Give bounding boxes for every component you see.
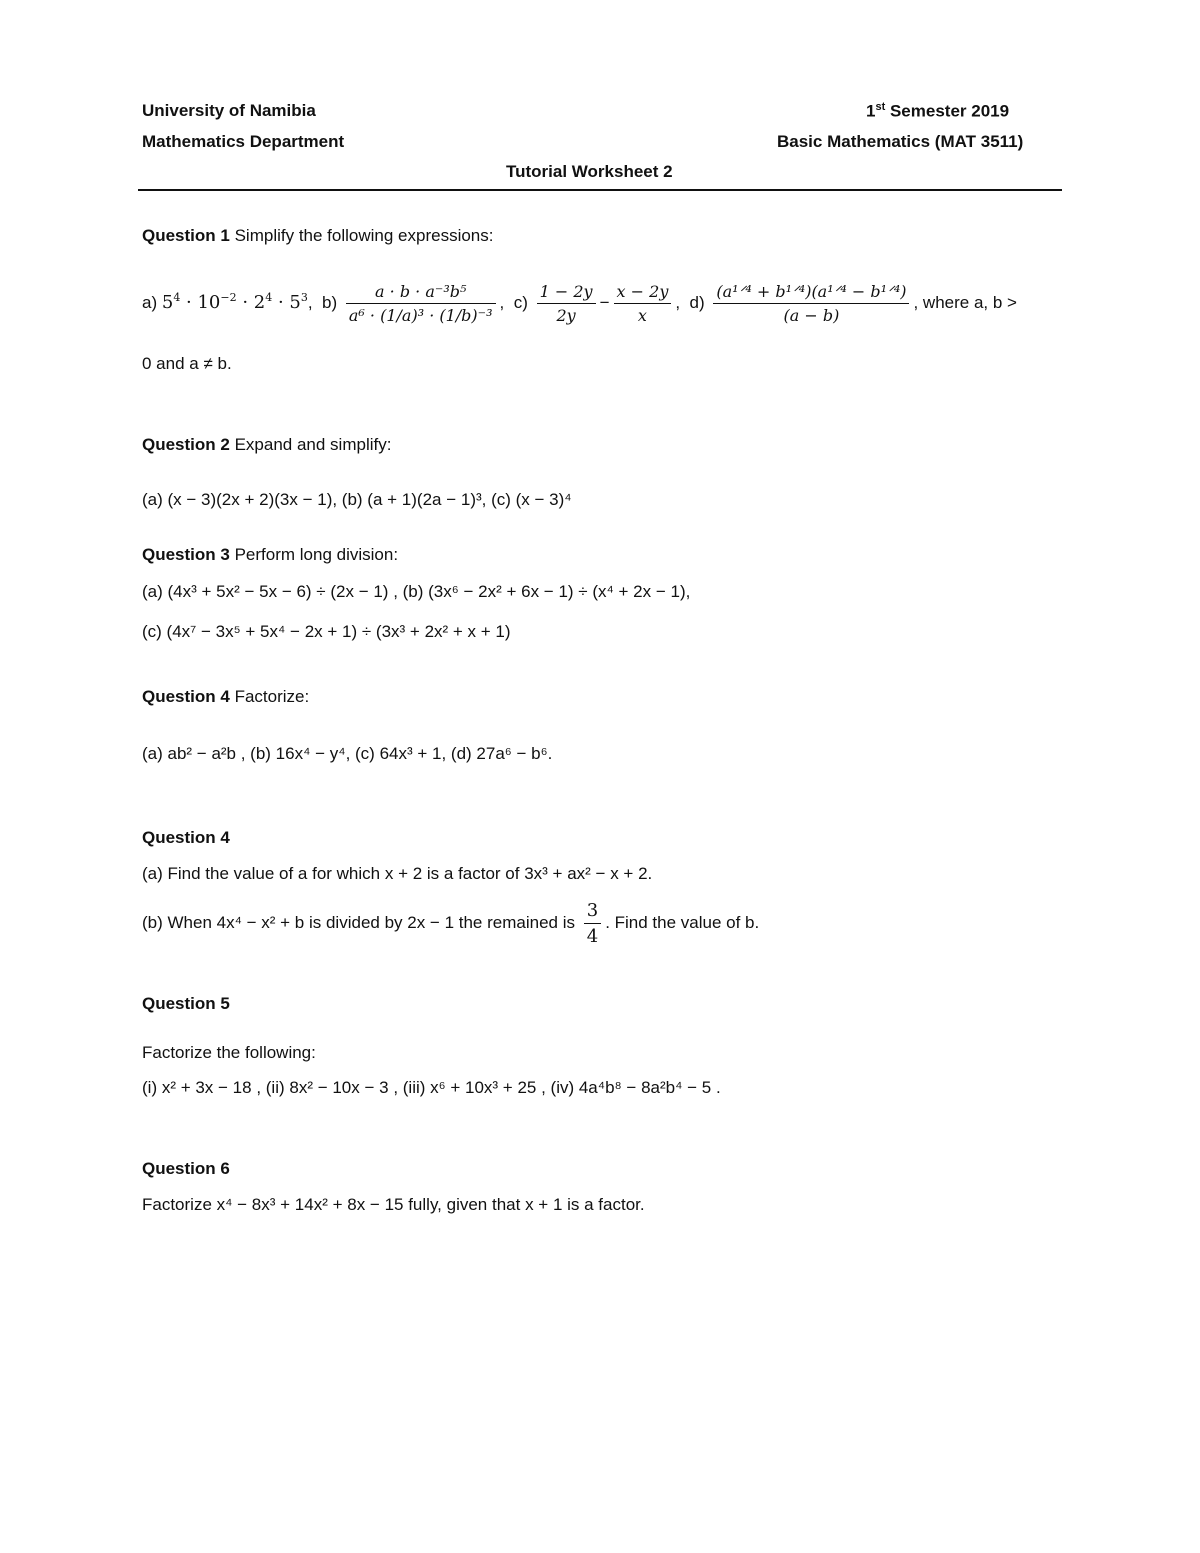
question-6-heading: Question 6 <box>142 1159 230 1178</box>
q1-fraction-c1: $\frac{1 - 2y}{2y}$ <box>537 282 596 325</box>
question-2-heading: Question 2 Expand and simplify: <box>142 435 392 454</box>
course-name: Basic Mathematics (MAT 3511) <box>777 132 1024 151</box>
question-4-factorize-heading: Question 4 Factorize: <box>142 687 310 706</box>
question-1-condition: 0 and a ≠ b. <box>142 354 232 373</box>
semester: 1st Semester 2019 <box>866 101 1010 121</box>
q1-fraction-c2: $\frac{x - 2y}{x}$ <box>614 282 672 325</box>
question-4-factorize-expressions: (a) ab² − a²b , (b) 16x⁴ − y⁴, (c) 64x³ + 1, (d) 27a⁶ − b⁶. <box>142 744 553 763</box>
question-3-heading: Question 3 Perform long division: <box>142 545 399 564</box>
department-name: Mathematics Department <box>142 132 345 151</box>
question-2-expressions: (a) (x − 3)(2x + 2)(3x − 1), (b) (a + 1)(2a − 1)³, (c) (x − 3)⁴ <box>142 490 572 509</box>
question-5-heading: Question 5 <box>142 994 230 1013</box>
q1-fraction-b: $\frac{\text{a · b · a⁻³b⁵}}{\text{a⁶ · (1/a)³ · (1/b)⁻³}}$ <box>346 282 496 325</box>
question-4-part-a: (a) Find the value of a for which x + 2 is a factor of 3x³ + ax² − x + 2. <box>142 864 653 883</box>
university-name: University of Namibia <box>142 101 316 120</box>
question-4-part-b: (b) When 4x⁴ − x² + b is divided by 2x − 1 the remained is $\frac{3}{4}$ . Find the value of b. <box>142 900 760 947</box>
question-3-line-2: (c) (4x⁷ − 3x⁵ + 5x⁴ − 2x + 1) ÷ (3x³ + 2x² + x + 1) <box>142 622 511 641</box>
q1-fraction-d: $\frac{\text{(a¹ᐟ⁴ + b¹ᐟ⁴)(a¹ᐟ⁴ − b¹ᐟ⁴)}}{(a - b)}$ <box>713 282 909 325</box>
question-4-heading: Question 4 <box>142 828 230 847</box>
worksheet-title: Tutorial Worksheet 2 <box>506 162 673 181</box>
q4-fraction-remainder: $\frac{3}{4}$ <box>584 900 601 947</box>
question-1-expressions: a) $5^4 \cdot 10^{-2} \cdot 2^4 \cdot 5^3$, b) $\frac{\text{a · b · a⁻³b⁵}}{\text{a⁶ · (1/a)³ · (1/b)⁻³}}$ , c) $\frac{1 - 2y}{2y}$ − $\frac{x - 2y}{x}$ , d) $\frac{\text{(a¹ᐟ⁴ + b¹ᐟ⁴)(a¹ᐟ⁴ − b¹ᐟ⁴)}}{(a - b)}$ , where a, b > <box>142 282 1017 325</box>
question-5-instruction: Factorize the following: <box>142 1043 316 1062</box>
question-5-expressions: (i) x² + 3x − 18 , (ii) 8x² − 10x − 3 , (iii) x⁶ + 10x³ + 25 , (iv) 4a⁴b⁸ − 8a²b⁴ − 5 . <box>142 1078 721 1097</box>
question-1-heading: Question 1 Simplify the following expressions: <box>142 226 494 245</box>
q1-expression-a: $5^4 \cdot 10^{-2} \cdot 2^4 \cdot 5^3$ <box>161 290 308 313</box>
header-divider <box>138 189 1062 191</box>
question-3-line-1: (a) (4x³ + 5x² − 5x − 6) ÷ (2x − 1) , (b) (3x⁶ − 2x² + 6x − 1) ÷ (x⁴ + 2x − 1), <box>142 582 691 601</box>
question-6-text: Factorize x⁴ − 8x³ + 14x² + 8x − 15 fully, given that x + 1 is a factor. <box>142 1195 645 1214</box>
